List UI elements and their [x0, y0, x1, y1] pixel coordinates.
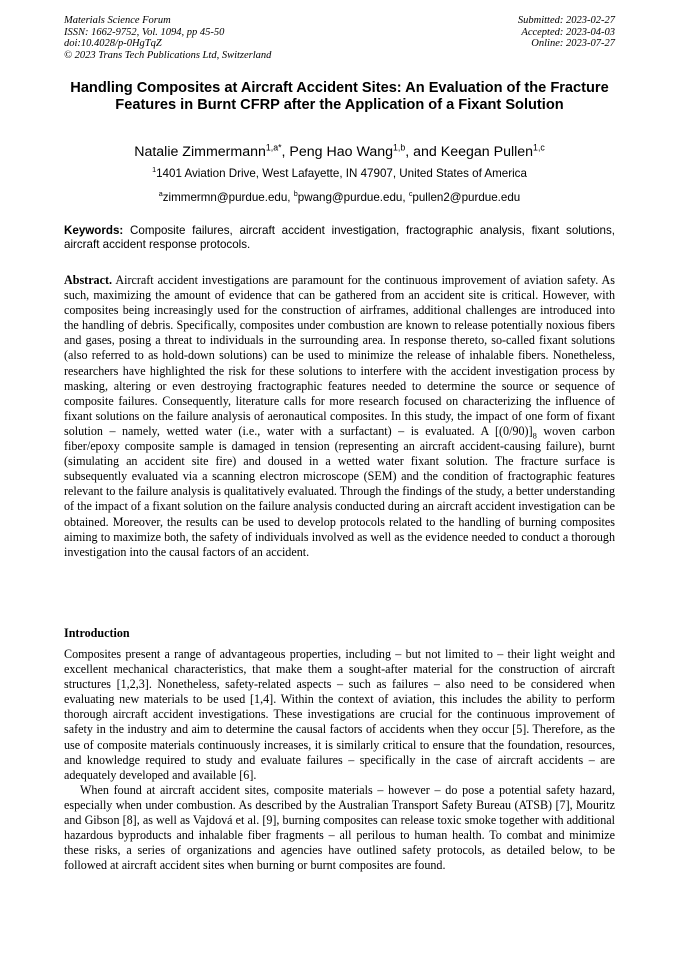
accepted-date: Accepted: 2023-04-03: [521, 26, 615, 38]
keywords-text: Composite failures, aircraft accident investigation, fractographic analysis, fixant solutions, aircraft accident response protocols.: [64, 224, 615, 252]
keywords-label: Keywords:: [64, 224, 124, 237]
keywords: [64, 224, 615, 253]
email-address[interactable]: pwang@purdue.edu: [297, 191, 403, 204]
author-name: Keegan Pullen: [440, 144, 534, 160]
affiliation-marker: 1: [152, 165, 157, 175]
introduction-body: [64, 647, 615, 873]
affiliation: [64, 167, 615, 181]
abstract-text-part2: woven carbon fiber/epoxy composite sample is damaged in tension (representing an aircraft accident-causing failure), burnt (simulating an accident site fire) and doused in a wetted water fixant solution. The fracture surface is subsequently evaluated via a scanning electron microscope (SEM) and the condition of fractographic features relevant to the failure analysis is qualitatively evaluated. Through the findings of the study, a better understanding of the impact of a fixant solution on the failure analysis conducted during an aircraft accident investigation can be obtained. Moreover, the results can be used to develop protocols related to the handling of burning composites aiming to maximize both, the safety of individuals involved as well as the evidence needed to conduct a thorough investigation into the causal factors of an accident.: [64, 423, 615, 559]
email-address[interactable]: zimmermn@purdue.edu: [162, 191, 288, 204]
author-list: [64, 143, 615, 161]
abstract-text-part1: Aircraft accident investigations are paramount for the continuous improvement of aviation safety. As such, maximizing the amount of evidence that can be gathered from an accident site is critical. However, with composites being increasingly used for the construction of airframes, additional challenges are introduced into the handling of debris. Specifically, composites under combustion are known to release potentially noxious fibers and gases, posing a threat to individuals in the surrounding area. In response thereto, so-called fixant solutions (also referred to as hold-down solutions) can be used to minimize the release of inhalable fibers. Nonetheless, researchers have highlighted the risk for these solutions to interfere with the accident investigation process by masking, altering or even destroying fractographic features needed to determine the source or sequence of composite failures. Consequently, literature calls for more research focused on characterizing the influence of fixant solutions on the failure analysis of aeronautical composites. In this study, the impact of one form of fixant solution – namely, wetted water (i.e., water with a surfactant) – is evaluated. A [(0/90)]: [64, 273, 615, 438]
introduction-heading: Introduction: [64, 626, 130, 640]
email-marker: c: [408, 189, 413, 199]
email-separator: ,: [402, 191, 409, 204]
paper-title: Handling Composites at Aircraft Accident Sites: An Evaluation of the Fracture Features in Burnt CFRP after the Application of a Fixant Solution: [70, 80, 609, 114]
online-date: Online: 2023-07-27: [531, 38, 615, 50]
email-separator: ,: [287, 191, 294, 204]
email-marker: a: [158, 189, 163, 199]
introduction-paragraph: Composites present a range of advantageous properties, including – but not limited to – their light weight and excellent mechanical characteristics, that make them a sought-after material for the construction of aircraft structures [1,2,3]. Nonetheless, safety-related aspects – such as failures – also need to be considered when evaluating new materials to be used [1,4]. Within the context of aviation, this includes the ability to perform thorough aircraft accident investigations. These investigations are crucial for the continuous improvement of safety in the industry and aim to determine the causal factors of accidents when they occur [5]. Therefore, as the use of composite materials continuously increases, it is similarly critical to ensure that the foundation, resources, and knowledge required to study and evaluate failures – specifically in the case of aircraft accidents – are adequately developed and available [6].: [64, 647, 615, 782]
journal-info: [64, 15, 271, 61]
author-affil-marker: 1,a*: [265, 142, 282, 153]
author-separator: ,: [281, 144, 290, 160]
issn-line: ISSN: 1662-9752, Vol. 1094, pp 45-50: [64, 26, 225, 38]
submission-dates: [518, 15, 615, 50]
introduction-paragraph: When found at aircraft accident sites, composite materials – however – do pose a potential safety hazard, especially when under combustion. As described by the Australian Transport Safety Bureau (ATSB) [7], Mouritz and Gibson [8], as well as Vajdová et al. [9], burning composites can release toxic smoke together with additional hazardous byproducts and inhalable fiber fragments – all perilous to human health. To combat and minimize these risks, a series of organizations and agencies have outlined safety protocols, as detailed below, to be followed at aircraft accident sites when burning or burnt composites are found.: [64, 782, 615, 873]
email-marker: b: [293, 189, 298, 199]
doi-line: doi:10.4028/p-0HgTqZ: [64, 38, 162, 50]
journal-name: Materials Science Forum: [64, 15, 171, 26]
author-name: Natalie Zimmermann: [134, 144, 266, 160]
author-affil-marker: 1,c: [533, 142, 545, 153]
email-list: [64, 191, 615, 205]
affiliation-text: 1401 Aviation Drive, West Lafayette, IN 47907, United States of America: [156, 167, 527, 180]
abstract-subscript: 8: [532, 430, 537, 441]
abstract-label: Abstract.: [64, 273, 113, 287]
author-separator: , and: [405, 144, 441, 160]
author-affil-marker: 1,b: [393, 142, 406, 153]
email-address[interactable]: pullen2@purdue.edu: [412, 191, 521, 204]
author-name: Peng Hao Wang: [289, 144, 394, 160]
submitted-date: Submitted: 2023-02-27: [517, 15, 615, 26]
abstract: [64, 273, 615, 560]
copyright-line: © 2023 Trans Tech Publications Ltd, Switzerland: [64, 49, 272, 61]
